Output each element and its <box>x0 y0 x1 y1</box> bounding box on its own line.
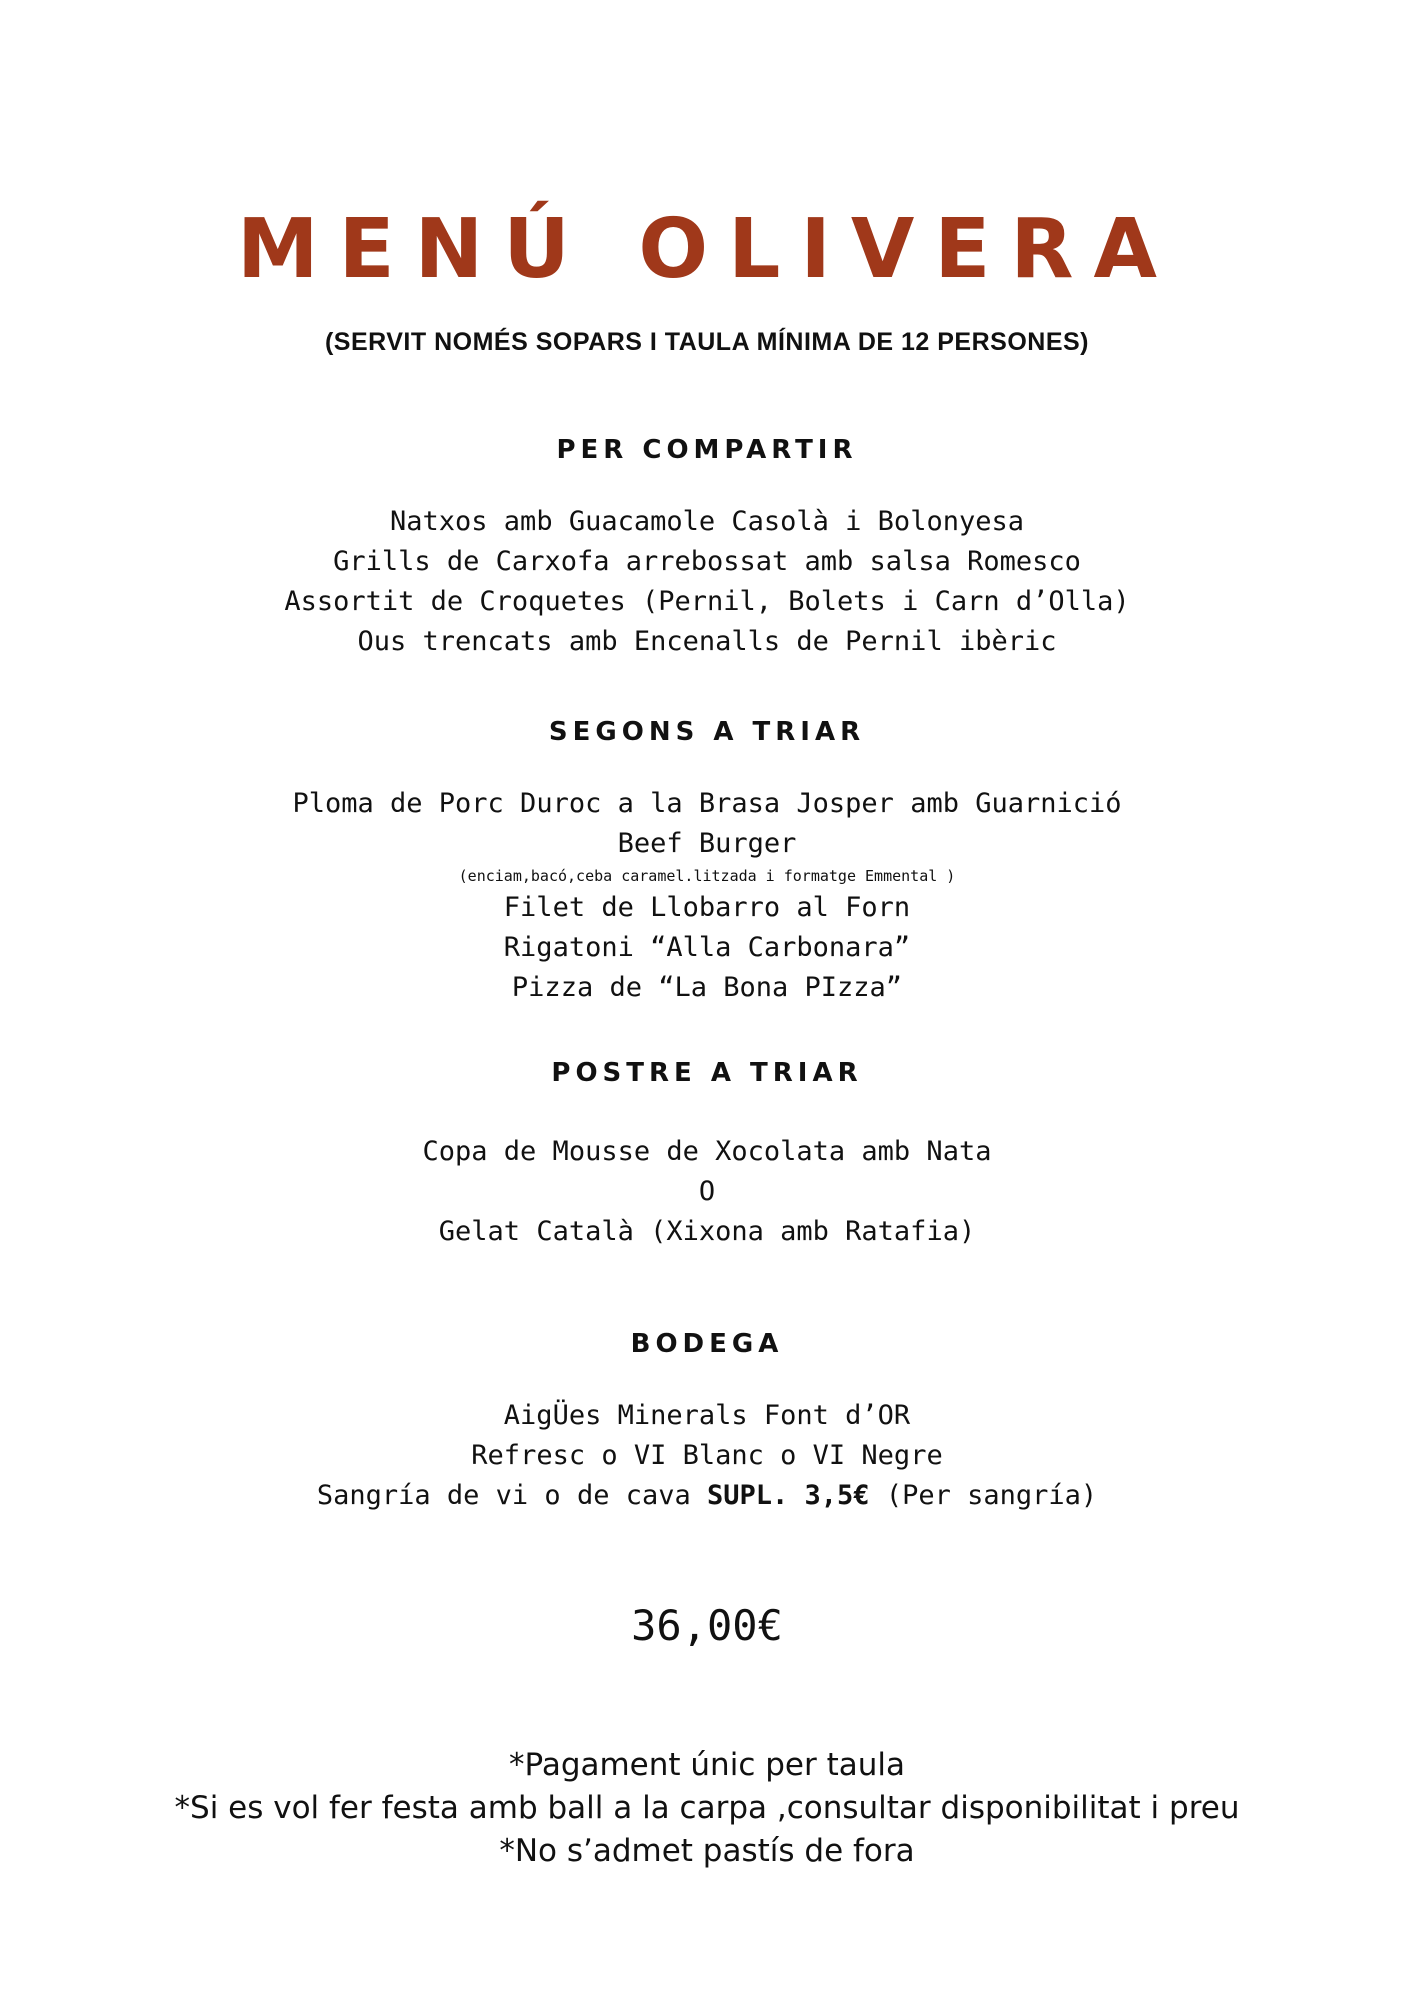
sangria-text: Sangría de vi o de cava <box>316 1480 707 1511</box>
section-items-postre-a-triar <box>0 1132 1414 1252</box>
sangria-supplement: SUPL. 3,5€ <box>707 1480 870 1511</box>
section-heading-segons-a-triar: SEGONS A TRIAR <box>548 717 866 747</box>
menu-item: Beef Burger <box>617 828 797 859</box>
menu-item: Grills de Carxofa arrebossat amb salsa Romesco <box>333 546 1081 577</box>
menu-item-note: (enciam,bacó,ceba caramel.litzada i formatge Emmental ) <box>458 867 956 885</box>
section-heading-postre-a-triar: POSTRE A TRIAR <box>551 1058 863 1088</box>
menu-item: Ous trencats amb Encenalls de Pernil ibèric <box>357 626 1057 657</box>
menu-item: Natxos amb Guacamole Casolà i Bolonyesa <box>390 506 1024 537</box>
section-heading-bodega: BODEGA <box>630 1329 784 1359</box>
footer-note: *No s’admet pastís de fora <box>499 1833 915 1869</box>
section-items-bodega <box>0 1396 1414 1516</box>
menu-price: 36,00€ <box>631 1601 783 1650</box>
menu-title: MENÚ OLIVERA <box>237 202 1177 297</box>
menu-item: Gelat Català (Xixona amb Ratafia) <box>438 1216 976 1247</box>
sangria-note: (Per sangría) <box>869 1480 1098 1511</box>
footer-note: *Pagament únic per taula <box>509 1747 905 1783</box>
menu-item: O <box>698 1176 716 1207</box>
menu-subtitle: (SERVIT NOMÉS SOPARS I TAULA MÍNIMA DE 12 PERSONES) <box>324 328 1089 356</box>
section-items-per-compartir <box>0 502 1414 662</box>
menu-item: Copa de Mousse de Xocolata amb Nata <box>422 1136 992 1167</box>
menu-item: Rigatoni “Alla Carbonara” <box>503 932 911 963</box>
section-heading-per-compartir: PER COMPARTIR <box>556 435 858 465</box>
footer-note: *Si es vol fer festa amb ball a la carpa ,consultar disponibilitat i preu <box>174 1790 1240 1826</box>
menu-item-sangria <box>0 1476 1414 1516</box>
menu-item: Assortit de Croquetes (Pernil, Bolets i Carn d’Olla) <box>284 586 1130 617</box>
menu-item: Pizza de “La Bona PIzza” <box>511 972 903 1003</box>
menu-item: AigÜes Minerals Font d’OR <box>503 1400 911 1431</box>
menu-item: Ploma de Porc Duroc a la Brasa Josper amb Guarnició <box>292 788 1122 819</box>
section-items-segons-a-triar <box>0 784 1414 1008</box>
menu-item: Refresc o VI Blanc o VI Negre <box>471 1440 943 1471</box>
footer-notes <box>0 1744 1414 1873</box>
menu-item: Filet de Llobarro al Forn <box>503 892 911 923</box>
